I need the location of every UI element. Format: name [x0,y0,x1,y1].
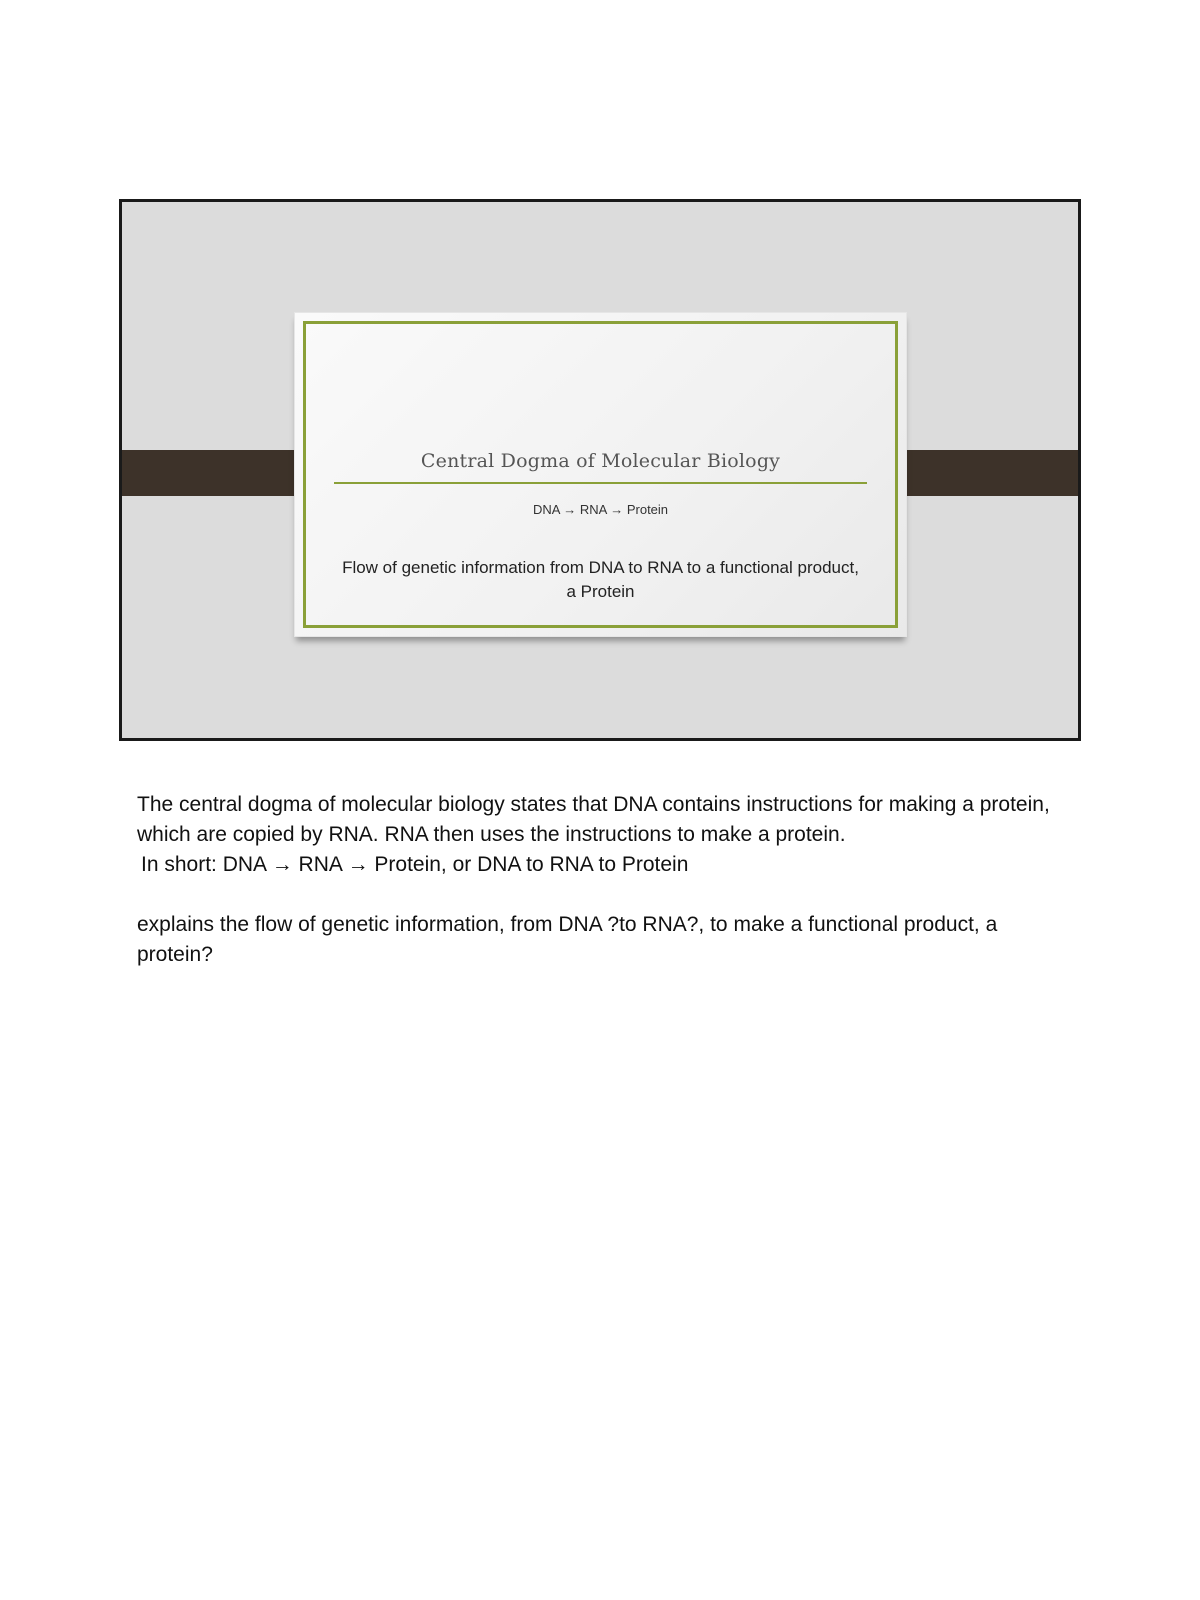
slide-thumbnail [119,199,1081,741]
left-decorative-bar [122,450,316,496]
speaker-notes [137,790,1067,970]
slide-card [294,312,907,637]
right-decorative-bar [884,450,1078,496]
title-divider [334,482,867,484]
paragraph-spacer [137,880,1067,910]
notes-paragraph-1: The central dogma of molecular biology states that DNA contains instructions for making a protein, which are copied by RNA. RNA then uses the instructions to make a protein. [137,793,1050,846]
slide-card-border [303,321,898,628]
slide-body-text: Flow of genetic information from DNA to RNA to a functional product, a Protein [342,558,859,601]
notes-paragraph-2: explains the flow of genetic information, from DNA ?to RNA?, to make a functional product, a protein? [137,913,998,966]
slide-title: Central Dogma of Molecular Biology [420,450,781,472]
notes-short-line: In short: DNA → RNA → Protein, or DNA to RNA to Protein [141,853,689,876]
slide-subtitle: DNA → RNA → Protein [532,502,669,517]
